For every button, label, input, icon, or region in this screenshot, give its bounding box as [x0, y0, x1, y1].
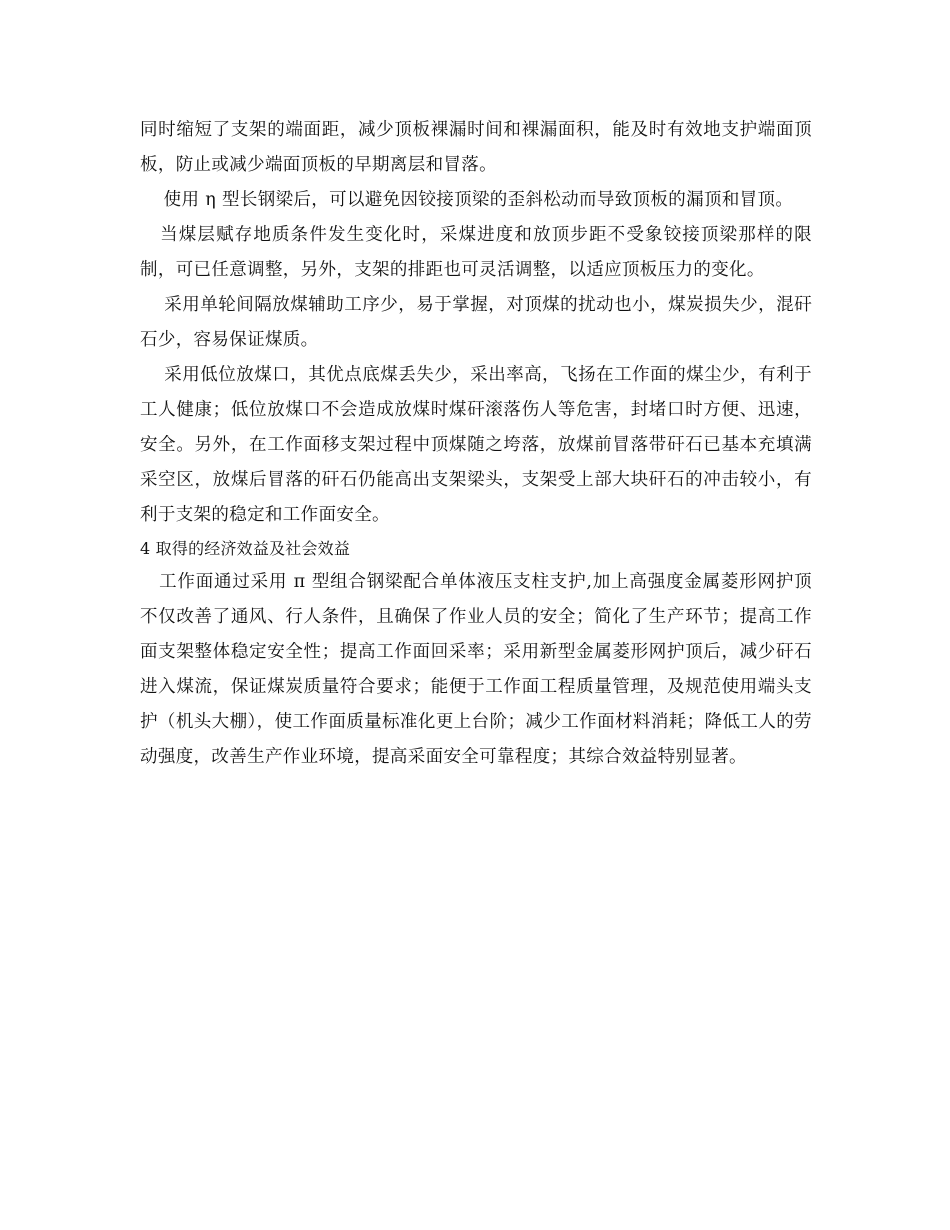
paragraph-eta-beam: 使用 η 型长钢梁后，可以避免因铰接顶梁的歪斜松动而导致顶板的漏顶和冒顶。	[140, 190, 794, 210]
body-text	[140, 113, 812, 775]
paragraph-benefits: 工作面通过采用 π 型组合钢梁配合单体液压支柱支护,加上高强度金属菱形网护顶不仅改善了通风、行人条件，且确保了作业人员的安全；简化了生产环节；提高工作面支架整体稳定安全性；提高工作面回采率；采用新型金属菱形网护顶后，减少矸石进入煤流，保证煤炭质量符合要求；能便于工作面工程质量管理，及规范使用端头支护（机头大棚），使工作面质量标准化更上台阶；减少工作面材料消耗；降低工人的劳动强度，改善生产作业环境，提高采面安全可靠程度；其综合效益特别显著。	[140, 572, 812, 767]
section-heading: 4 取得的经济效益及社会效益	[140, 539, 351, 558]
paragraph-low-drawing-opening: 采用低位放煤口，其优点底煤丢失少，采出率高，飞扬在工作面的煤尘少，有利于工人健康；低位放煤口不会造成放煤时煤矸滚落伤人等危害，封堵口时方便、迅速，安全。另外，在工作面移支架过程中顶煤随之垮落，放煤前冒落带矸石已基本充填满采空区，放煤后冒落的矸石仍能高出支架梁头，支架受上部大块矸石的冲击较小，有利于支架的稳定和工作面安全。	[140, 365, 812, 525]
paragraph-support-distance: 同时缩短了支架的端面距，减少顶板裸漏时间和裸漏面积，能及时有效地支护端面顶板，防止或减少端面顶板的早期离层和冒落。	[140, 120, 812, 175]
paragraph-geology-change: 当煤层赋存地质条件发生变化时，采煤进度和放顶步距不受象铰接顶梁那样的限制，可已任意调整，另外，支架的排距也可灵活调整，以适应顶板压力的变化。	[140, 225, 812, 280]
paragraph-single-round-drawing: 采用单轮间隔放煤辅助工序少，易于掌握，对顶煤的扰动也小，煤炭损失少，混矸石少，容易保证煤质。	[140, 295, 812, 350]
